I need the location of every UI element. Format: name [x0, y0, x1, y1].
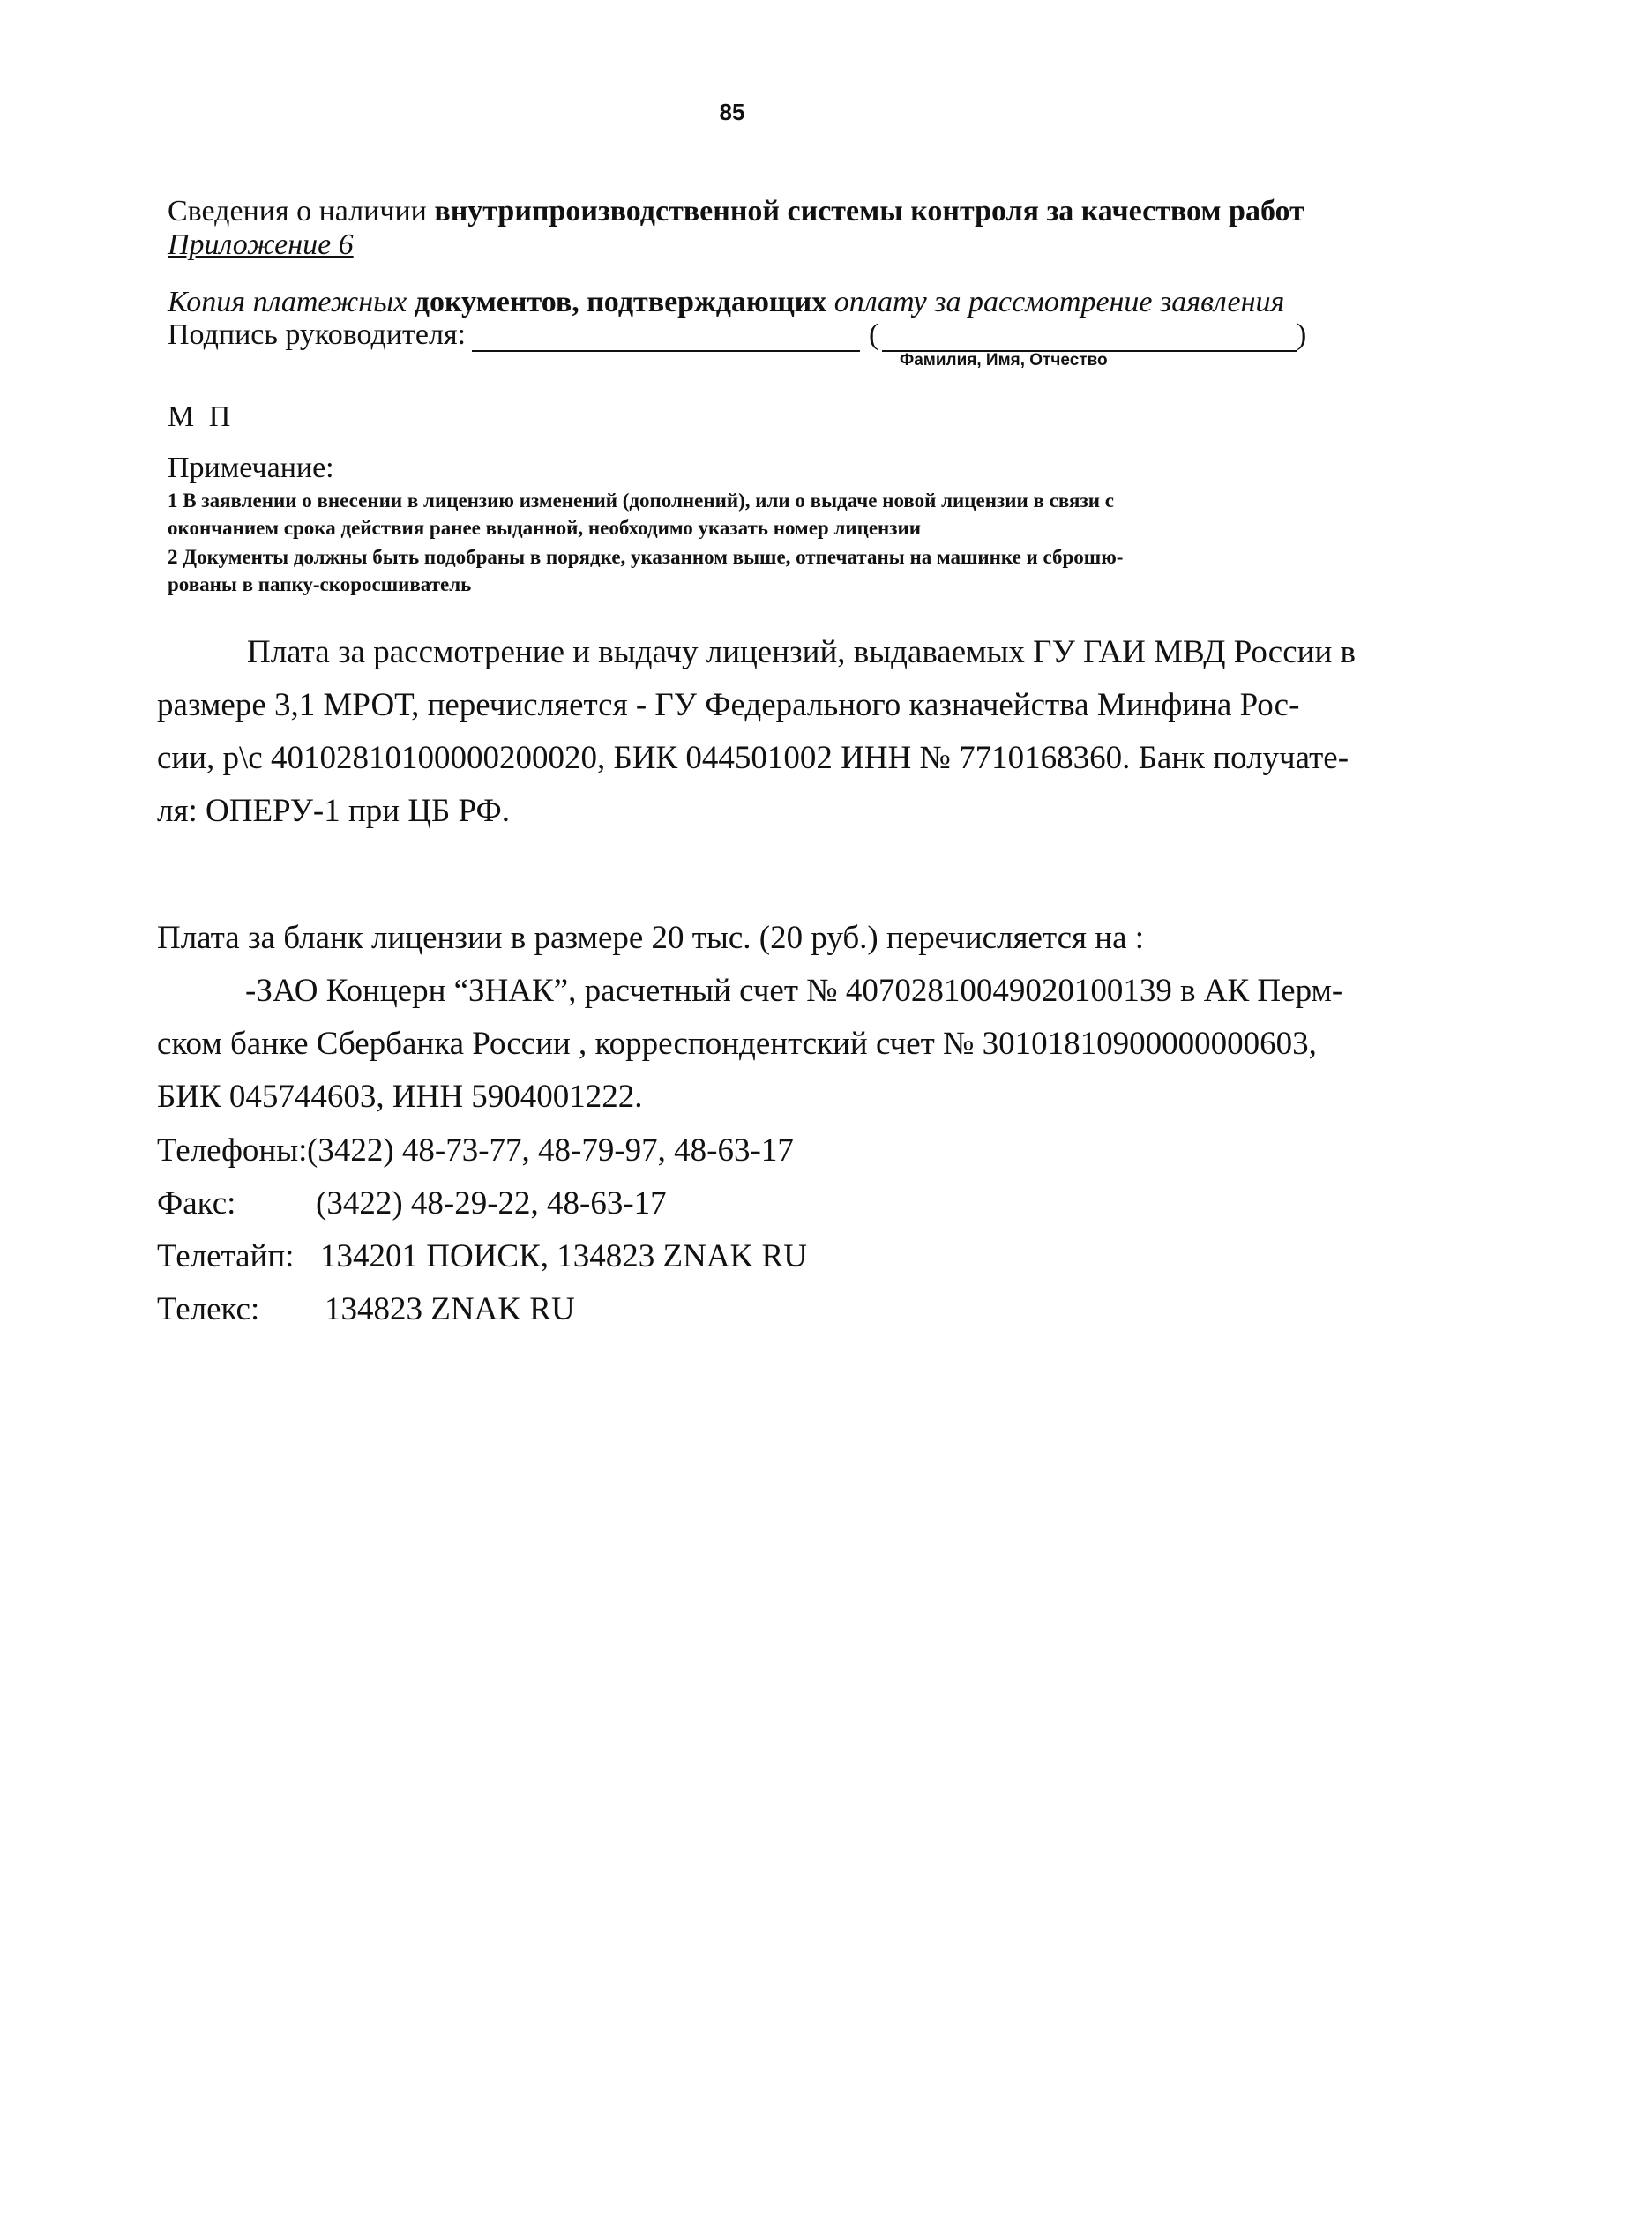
note-line-4: рованы в папку-скоросшиватель: [168, 573, 472, 595]
payment-docs-text-a: Копия платежных: [168, 286, 415, 318]
blank-payment-line-3: ском банке Сбербанка России , корреспондентский счет № 30101810900000000603,: [157, 1026, 1317, 1062]
review-payment-line-1: Плата за рассмотрение и выдачу лицензий, выдаваемых ГУ ГАИ МВД России в: [247, 634, 1356, 670]
blank-payment-line-2: -ЗАО Концерн “ЗНАК”, расчетный счет № 40702810049020100139 в АК Перм-: [245, 973, 1343, 1009]
signature-underline: [472, 350, 860, 352]
page-number: 85: [719, 99, 745, 125]
appendix-label: Приложение 6: [168, 228, 354, 261]
review-payment-line-4: ля: ОПЕРУ-1 при ЦБ РФ.: [157, 793, 510, 829]
review-payment-line-3: сии, р\с 40102810100000200020, БИК 044501002 ИНН № 7710168360. Банк получате-: [157, 740, 1349, 776]
review-payment-line-2: размере 3,1 МРОТ, перечисляется - ГУ Федерального казначейства Минфина Рос-: [157, 687, 1300, 723]
note-line-1: 1 В заявлении о внесении в лицензию изменений (дополнений), или о выдаче новой лицензии в связи с: [168, 489, 1114, 512]
signature-caption: Фамилия, Имя, Отчество: [900, 351, 1108, 370]
quality-control-bold-text: внутрипроизводственной системы контроля за качеством работ: [434, 195, 1304, 228]
notes-title: Примечание:: [168, 452, 334, 484]
telex-value: 134823 ZNAK RU: [325, 1291, 575, 1327]
fax-value: (3422) 48-29-22, 48-63-17: [316, 1185, 667, 1222]
stamp-label: М П: [168, 400, 235, 433]
phones-label: Телефоны:: [157, 1132, 308, 1169]
signature-label-text: Подпись руководителя:: [168, 318, 467, 351]
teletype-value: 134201 ПОИСК, 134823 ZNAK RU: [320, 1238, 807, 1274]
quality-control-line: [168, 194, 1304, 229]
quality-control-text: Сведения о наличии: [168, 195, 435, 228]
blank-payment-line-1: Плата за бланк лицензии в размере 20 тыс. (20 руб.) перечисляется на :: [157, 920, 1145, 956]
telex-label: Телекс:: [157, 1291, 260, 1327]
payment-docs-text-b: оплату за рассмотрение заявления: [826, 286, 1285, 318]
blank-payment-line-4: БИК 045744603, ИНН 5904001222.: [157, 1079, 643, 1115]
signature-close-paren: ): [1297, 318, 1307, 351]
fax-label: Факс:: [157, 1185, 236, 1222]
note-line-3: 2 Документы должны быть подобраны в порядке, указанном выше, отпечатаны на машинке и сброшю-: [168, 546, 1124, 568]
payment-docs-line: [168, 285, 1284, 320]
note-line-2: окончанием срока действия ранее выданной, необходимо указать номер лицензии: [168, 517, 922, 539]
phones-value: (3422) 48-73-77, 48-79-97, 48-63-17: [307, 1132, 794, 1169]
signature-label: [168, 318, 466, 353]
teletype-label: Телетайп:: [157, 1238, 295, 1274]
payment-docs-bold-text: документов, подтверждающих: [414, 286, 827, 318]
signature-open-paren: (: [869, 318, 879, 351]
